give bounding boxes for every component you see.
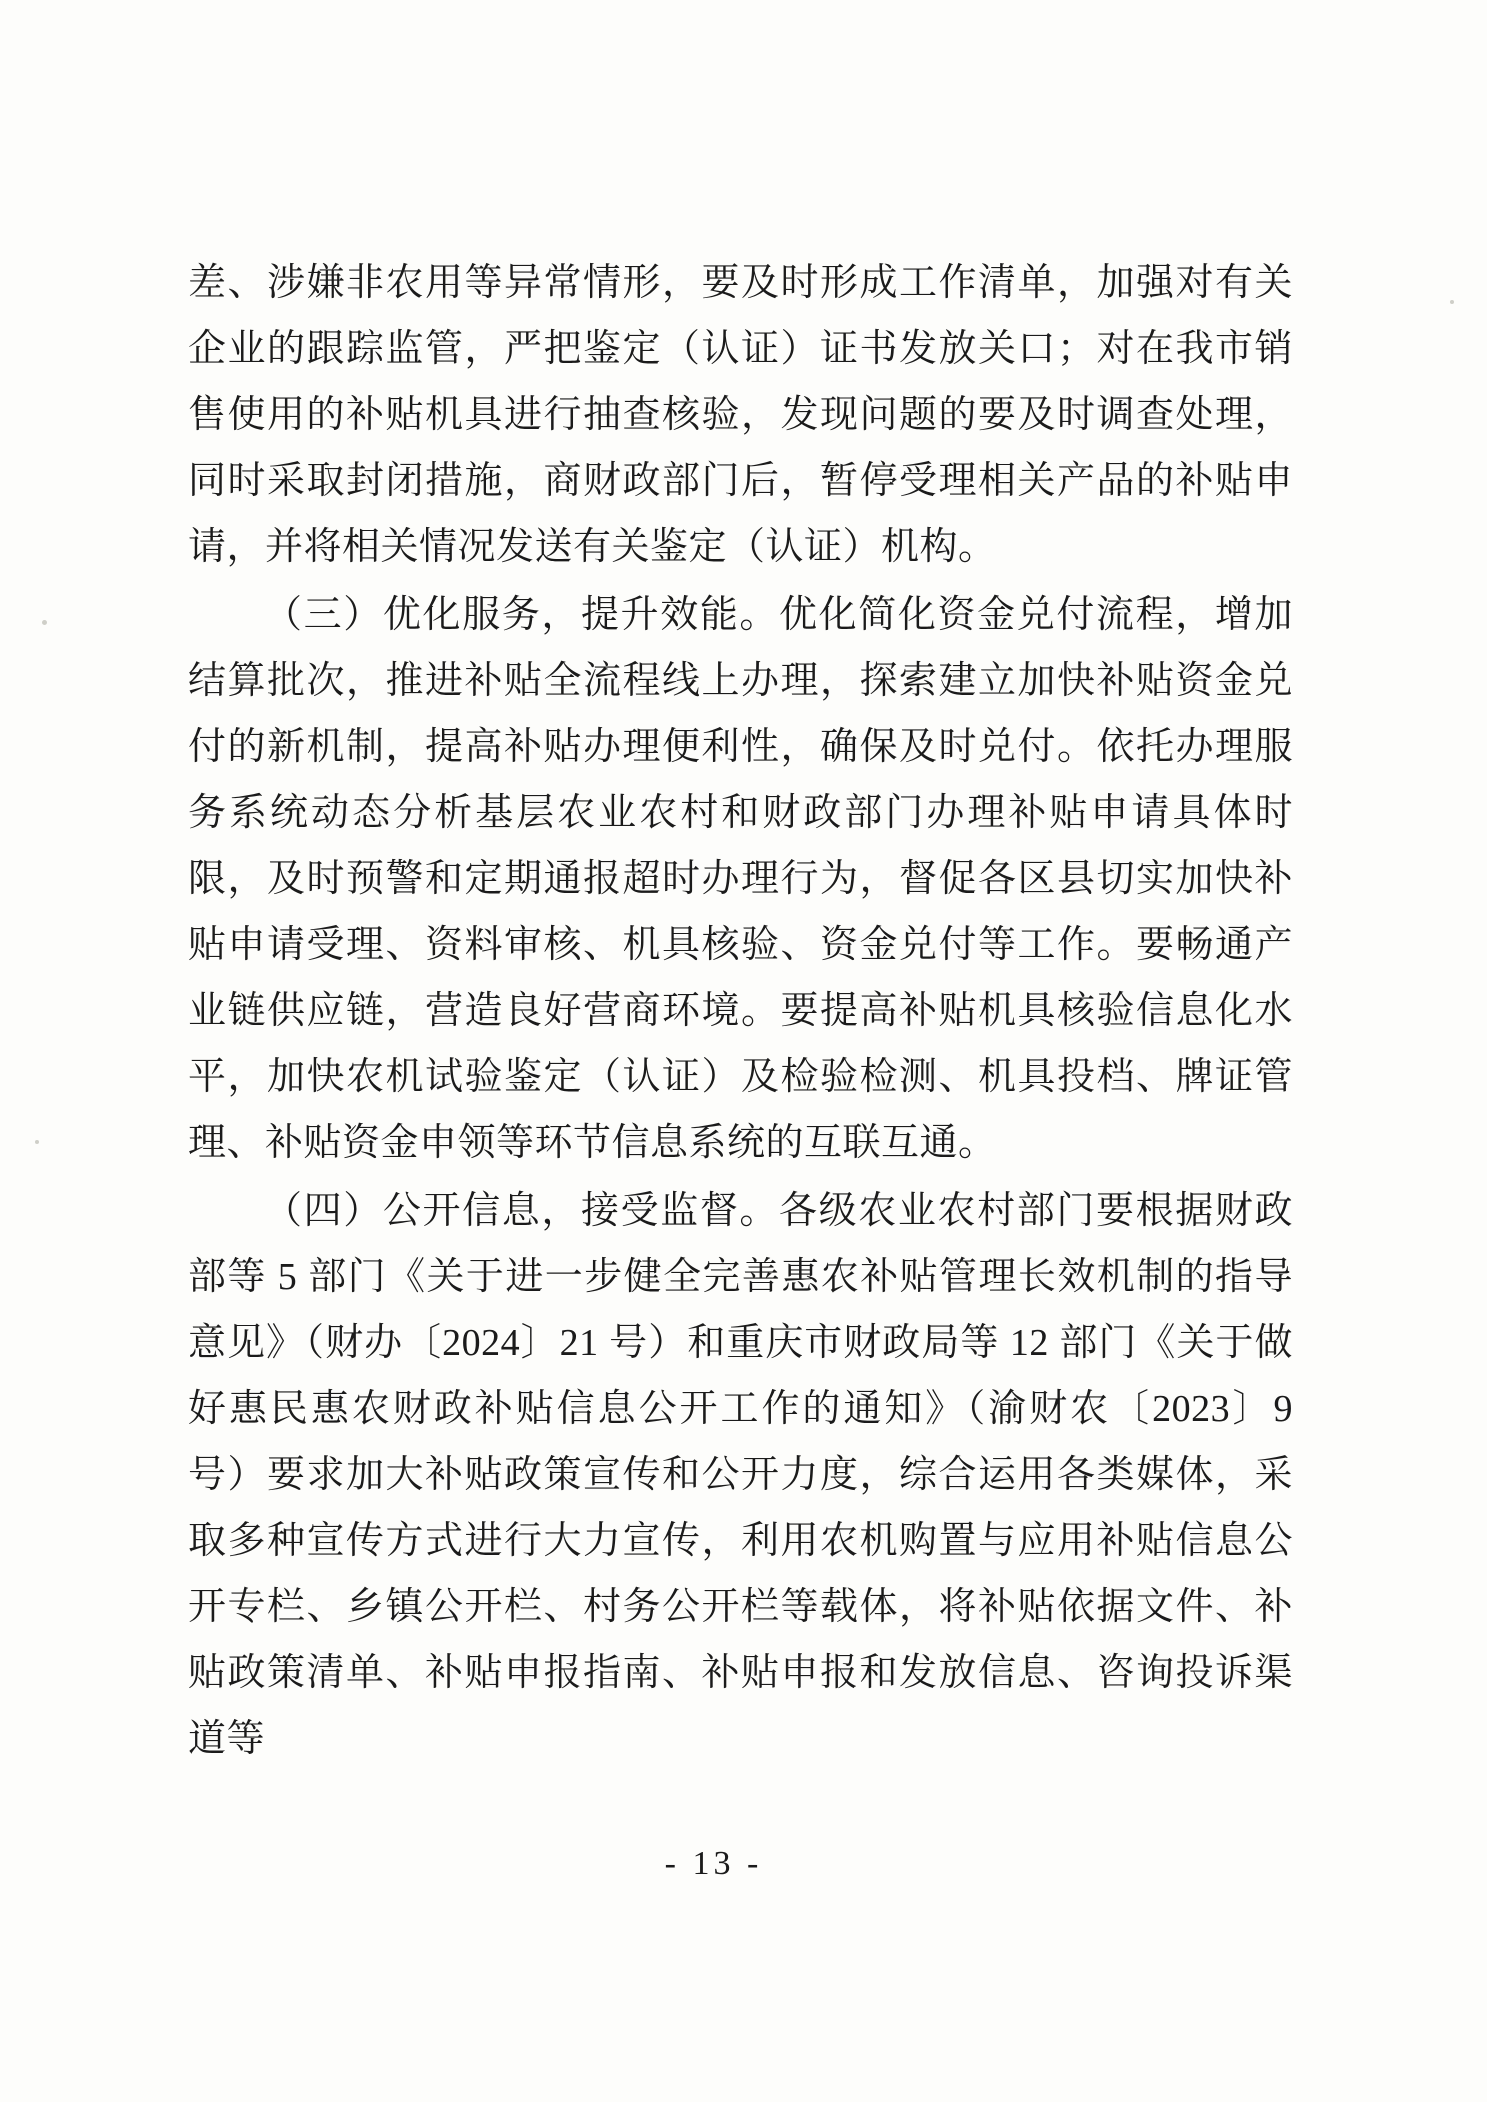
paragraph: （三）优化服务，提升效能。优化简化资金兑付流程，增加结算批次，推进补贴全流程线上办理，探索建立加快补贴资金兑付的新机制，提高补贴办理便利性，确保及时兑付。依托办理服务系统动态分析基层农业农村和财政部门办理补贴申请具体时限，及时预警和定期通报超时办理行为，督促各区县切实加快补贴申请受理、资料审核、机具核验、资金兑付等工作。要畅通产业链供应链，营造良好营商环境。要提高补贴机具核验信息化水平，加快农机试验鉴定（认证）及检验检测、机具投档、牌证管理、补贴资金申领等环节信息系统的互联互通。 — [188, 594, 1293, 1164]
paragraph: 差、涉嫌非农用等异常情形，要及时形成工作清单，加强对有关企业的跟踪监管，严把鉴定（认证）证书发放关口；对在我市销售使用的补贴机具进行抽查核验，发现问题的要及时调查处理，同时采取封闭措施，商财政部门后，暂停受理相关产品的补贴申请，并将相关情况发送有关鉴定（认证）机构。 — [188, 262, 1293, 568]
page-number: - 13 - — [664, 1845, 763, 1882]
paragraph: （四）公开信息，接受监督。各级农业农村部门要根据财政部等 5 部门《关于进一步健全完善惠农补贴管理长效机制的指导意见》（财办〔2024〕21 号）和重庆市财政局等 12 部门《关于做好惠民惠农财政补贴信息公开工作的通知》（渝财农〔2023〕9 号）要求加大补贴政策宣传和公开力度，综合运用各类媒体，采取多种宣传方式进行大力宣传，利用农机购置与应用补贴信息公开专栏、乡镇公开栏、村务公开栏等载体，将补贴依据文件、补贴政策清单、补贴申报指南、补贴申报和发放信息、咨询投诉渠道等 — [188, 1190, 1293, 1760]
scan-speck — [42, 620, 47, 625]
scan-speck — [35, 1140, 39, 1144]
document-body — [188, 250, 1293, 1774]
scan-speck — [1450, 300, 1454, 304]
